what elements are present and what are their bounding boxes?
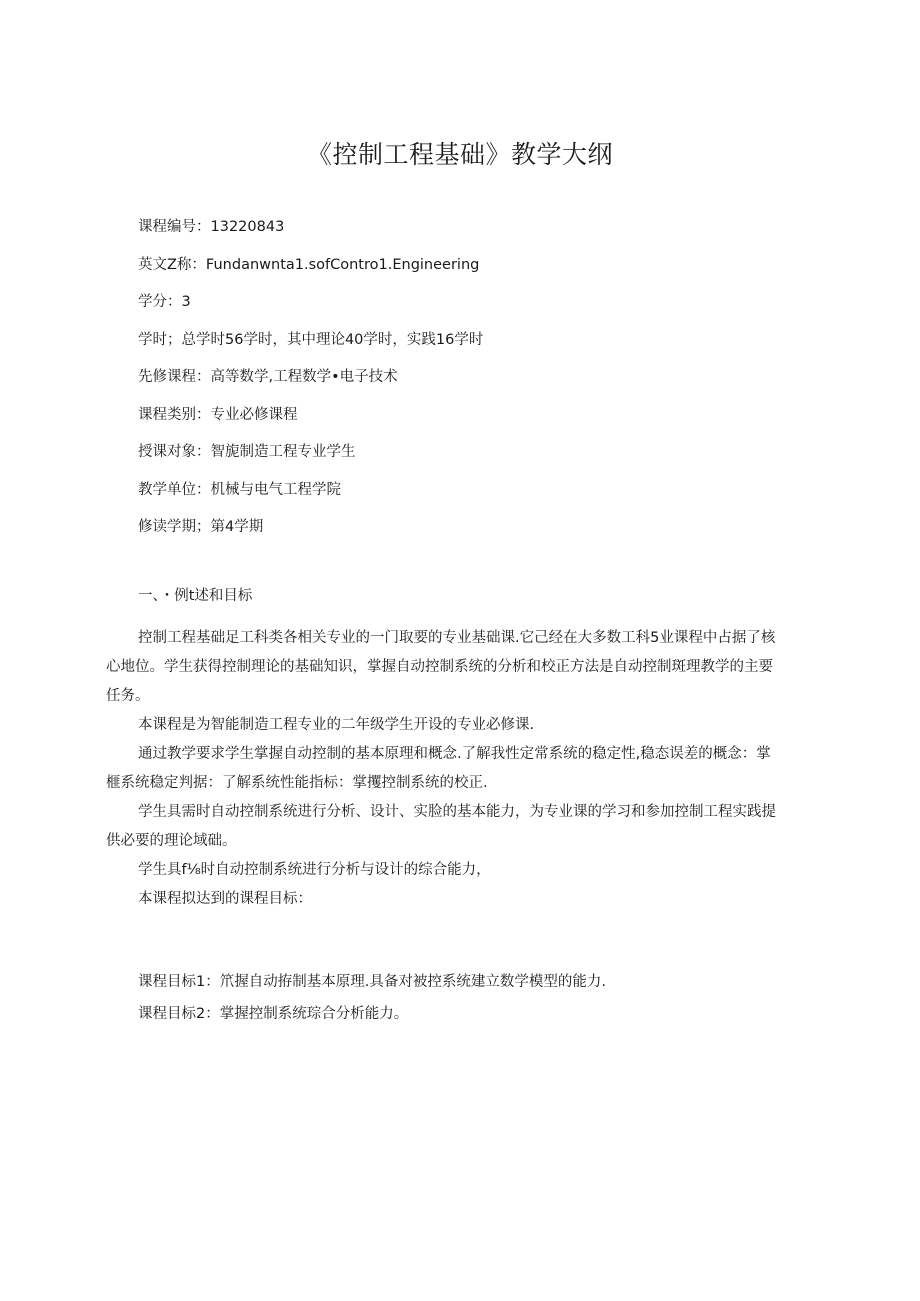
paragraph-line: 本课程是为智能制造工程专业的二年级学生开设的专业必修课. — [138, 717, 535, 733]
section-body — [106, 624, 818, 914]
document-title: 《控制工程基础》教学大纲 — [306, 140, 613, 169]
semester: 修读学期；第4学期 — [138, 519, 264, 535]
course-info-list — [138, 217, 838, 555]
paragraph — [106, 740, 818, 798]
paragraph — [138, 856, 818, 885]
prerequisites: 先修课程：高等数学,工程数学•电子技术 — [138, 369, 398, 385]
paragraph — [106, 798, 818, 856]
course-code: 课程编号：13220843 — [138, 219, 285, 235]
course-goal-1: 课程目标1：笊握自动拵制基本原理.具备对被控系统建立数学模型的能力. — [138, 974, 606, 990]
english-name: 英文Z称：Fundanwnta1.sofContro1.Engineering — [138, 256, 480, 273]
course-goal-2: 课程目标2：掌握控制系统琮合分析能力。 — [138, 1006, 409, 1022]
paragraph-line: 榧系统稳定判据：了解系统性能指标：掌攫控制系统的校正. — [106, 775, 488, 791]
credits: 学分：3 — [138, 294, 191, 310]
class-hours: 学时；总学时56学时，其中理论40学时，实践16学时 — [138, 331, 484, 348]
target-students: 授课对象：智旎制造工程专业学生 — [138, 444, 356, 460]
paragraph-line: 学生具需时自动控制系统进行分析、设计、实脸的基本能力，为专业课的学习和参加控制工程实践提 — [138, 804, 776, 820]
paragraph-line: 本课程拟达到的课程目标： — [138, 891, 312, 907]
paragraph — [138, 885, 818, 914]
paragraph-line: 供必要的理论域础。 — [106, 833, 237, 849]
paragraph-line: 通过教学要求学生掌握自动控制的基本原理和概念.了解我性定常系统的稳定性,稳态误差的概念：掌 — [138, 746, 771, 762]
section-heading: 一、・例t述和目标 — [138, 588, 253, 604]
paragraph-line: 心地位。学生获得控制理论的基础知识，掌握自动控制系统的分析和校正方法是自动控制斑理教学的主要 — [106, 659, 773, 675]
paragraph — [138, 711, 818, 740]
paragraph-line: 任务。 — [106, 688, 150, 704]
paragraph — [106, 624, 818, 711]
course-goals — [138, 972, 838, 1036]
teaching-unit: 教学单位：机械与电气工程学院 — [138, 481, 341, 498]
paragraph-line: 学生具f⅛时自动控制系统进行分析与设计的综合能力， — [138, 862, 491, 878]
paragraph-line: 控制工程基础足工科类各相关专业的一门取要的专业基础课.它己经在大多数工科5业课程中占据了核 — [138, 630, 776, 646]
course-category: 课程类别：专业必修课程 — [138, 406, 298, 423]
